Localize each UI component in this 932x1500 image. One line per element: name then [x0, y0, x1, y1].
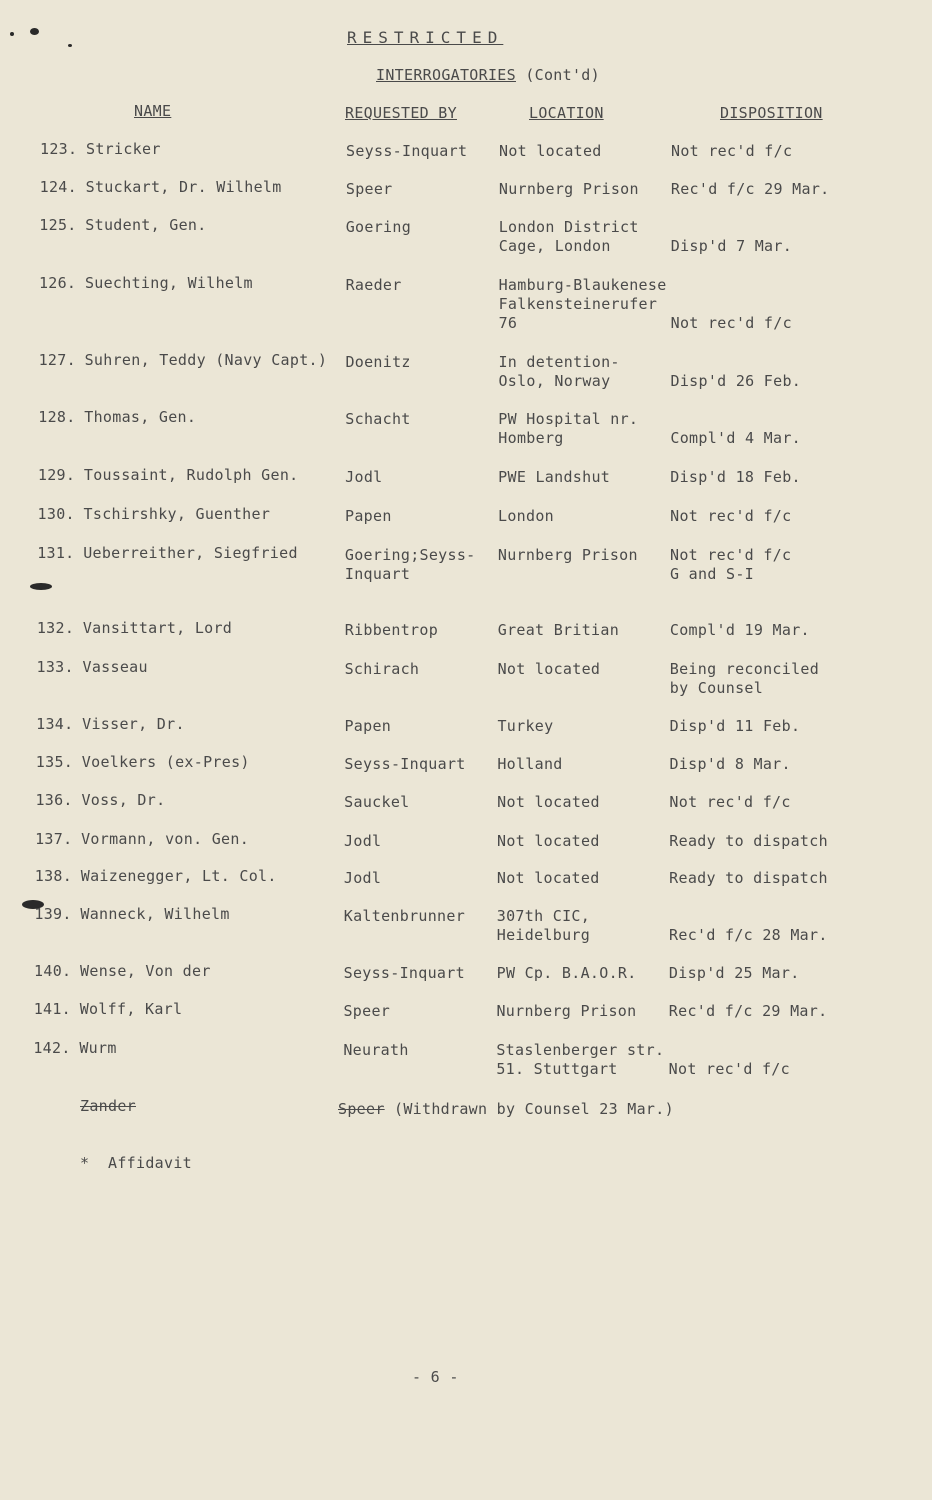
row-name: Voelkers (ex-Pres)	[81, 753, 250, 771]
row-location: Not located	[496, 869, 600, 887]
extra-row-name: Zander	[80, 1097, 136, 1115]
row-name: Vasseau	[82, 658, 148, 676]
row-location: Not located	[497, 660, 601, 678]
row-disposition: Rec'd f/c 29 Mar.	[668, 1002, 828, 1020]
row-location: Turkey	[497, 717, 554, 735]
row-number: 142.	[33, 1039, 71, 1057]
row-number: 140.	[34, 962, 72, 980]
row-location: PWE Landshut	[498, 468, 611, 486]
row-name: Vormann, von. Gen.	[81, 830, 250, 848]
row-requested-by: Speer	[345, 180, 393, 198]
row-disposition: Disp'd 11 Feb.	[669, 717, 801, 735]
row-requested-by: Speer	[343, 1002, 391, 1020]
column-header-name: NAME	[134, 102, 172, 120]
row-location: Nurnberg Prison	[498, 180, 639, 198]
row-location: Staslenberger str.	[496, 1041, 665, 1059]
row-location: Holland	[497, 755, 563, 773]
row-disposition: Disp'd 8 Mar.	[669, 755, 791, 773]
row-number: 131.	[37, 544, 75, 562]
row-number: 130.	[37, 505, 75, 523]
row-name: Stuckart, Dr. Wilhelm	[85, 178, 282, 196]
row-name: Wanneck, Wilhelm	[80, 905, 230, 923]
row-disposition: Ready to dispatch	[669, 869, 828, 887]
row-name: Wurm	[79, 1039, 117, 1057]
row-number: 132.	[36, 619, 75, 637]
row-location: Nurnberg Prison	[497, 546, 638, 564]
ink-mark	[30, 28, 39, 35]
row-number: 127.	[38, 351, 76, 369]
row-disposition: G and S-I	[670, 565, 754, 583]
row-name: Waizenegger, Lt. Col.	[80, 867, 277, 885]
row-disposition: Rec'd f/c 29 Mar.	[670, 180, 830, 198]
row-location: PW Cp. B.A.O.R.	[496, 964, 637, 982]
row-name: Stricker	[86, 140, 161, 158]
row-disposition: Rec'd f/c 28 Mar.	[669, 926, 828, 944]
row-disposition: Not rec'd f/c	[668, 1060, 790, 1078]
section-title-text: INTERROGATORIES	[376, 66, 516, 84]
row-number: 136.	[35, 791, 73, 809]
row-disposition: Not rec'd f/c	[669, 793, 791, 811]
row-location: Homberg	[498, 429, 564, 447]
extra-row-note: (Withdrawn by Counsel 23 Mar.)	[394, 1100, 674, 1118]
row-number: 138.	[34, 867, 73, 885]
footnote-text: Affidavit	[108, 1154, 192, 1172]
row-number: 129.	[37, 466, 76, 484]
row-requested-by: Schirach	[344, 660, 420, 678]
section-title-suffix: (Cont'd)	[525, 66, 600, 84]
row-disposition: Disp'd 26 Feb.	[670, 372, 802, 390]
ink-mark	[68, 44, 72, 47]
row-name: Ueberreither, Siegfried	[83, 544, 298, 562]
footnote	[80, 1154, 192, 1173]
row-disposition: Not rec'd f/c	[671, 142, 793, 160]
row-disposition: Not rec'd f/c	[670, 546, 792, 564]
classification-heading: RESTRICTED	[347, 28, 504, 47]
row-number: 134.	[36, 715, 74, 733]
row-number: 126.	[38, 274, 77, 292]
extra-row-requested-name: Speer	[338, 1100, 385, 1118]
row-requested-by: Seyss-Inquart	[344, 755, 466, 773]
row-name: Wolff, Karl	[79, 1000, 183, 1018]
section-title	[376, 66, 600, 85]
row-location: Cage, London	[498, 237, 611, 255]
row-location: Not located	[497, 832, 600, 850]
row-name: Wense, Von der	[80, 962, 211, 980]
row-name: Voss, Dr.	[81, 791, 166, 809]
row-requested-by: Papen	[345, 507, 392, 525]
row-requested-by: Kaltenbrunner	[343, 907, 466, 925]
page-number: - 6 -	[412, 1368, 459, 1386]
row-location: In detention-	[498, 353, 620, 371]
row-location: Great Britian	[497, 621, 620, 639]
row-location: London	[498, 507, 555, 525]
column-header-disposition: DISPOSITION	[720, 104, 823, 122]
row-disposition: Being reconciled	[669, 660, 820, 678]
row-requested-by: Doenitz	[345, 353, 411, 371]
row-number: 128.	[38, 408, 76, 426]
row-disposition: Compl'd 19 Mar.	[669, 621, 810, 639]
column-header-requested-by: REQUESTED BY	[345, 104, 457, 122]
row-number: 133.	[36, 658, 74, 676]
row-requested-by: Jodl	[344, 832, 382, 850]
row-requested-by: Neurath	[343, 1041, 409, 1059]
row-number: 139.	[34, 905, 72, 923]
row-number: 141.	[33, 1000, 72, 1018]
row-disposition: Not rec'd f/c	[670, 314, 792, 332]
row-disposition: by Counsel	[669, 679, 764, 697]
row-requested-by: Jodl	[345, 468, 383, 486]
row-requested-by: Schacht	[345, 410, 411, 428]
footnote-symbol: *	[80, 1154, 90, 1172]
row-location: 51. Stuttgart	[496, 1060, 618, 1078]
row-location: Heidelburg	[496, 926, 591, 944]
ink-mark	[30, 583, 52, 590]
row-name: Suechting, Wilhelm	[84, 274, 253, 292]
row-disposition: Disp'd 25 Mar.	[668, 964, 800, 982]
row-location: London District	[498, 218, 639, 236]
row-requested-by: Seyss-Inquart	[346, 142, 468, 160]
row-location: Nurnberg Prison	[496, 1002, 637, 1020]
row-requested-by: Goering	[345, 218, 412, 236]
row-number: 125.	[39, 216, 77, 234]
row-location: Not located	[499, 142, 602, 160]
row-number: 137.	[35, 830, 73, 848]
ink-mark	[10, 32, 14, 36]
extra-row-requested-by	[338, 1100, 674, 1119]
row-requested-by: Goering;Seyss-	[344, 546, 476, 564]
row-disposition: Not rec'd f/c	[670, 507, 792, 525]
row-name: Tschirshky, Guenther	[83, 505, 271, 523]
row-location: Not located	[497, 793, 600, 811]
row-requested-by: Sauckel	[344, 793, 410, 811]
row-requested-by: Raeder	[345, 276, 402, 294]
row-disposition: Compl'd 4 Mar.	[670, 429, 802, 447]
row-location: Falkensteinerufer	[498, 295, 658, 313]
row-disposition: Disp'd 7 Mar.	[670, 237, 793, 255]
row-requested-by: Inquart	[344, 565, 411, 583]
row-location: 307th CIC,	[496, 907, 591, 925]
row-disposition: Ready to dispatch	[669, 832, 828, 850]
row-name: Suhren, Teddy (Navy Capt.)	[84, 351, 328, 369]
row-disposition: Disp'd 18 Feb.	[670, 468, 801, 486]
row-requested-by: Seyss-Inquart	[343, 964, 465, 982]
column-header-location: LOCATION	[529, 104, 604, 122]
row-requested-by: Papen	[344, 717, 392, 735]
row-location: Oslo, Norway	[498, 372, 611, 390]
row-location: 76	[498, 314, 518, 332]
row-name: Toussaint, Rudolph Gen.	[83, 466, 299, 484]
row-location: PW Hospital nr.	[498, 410, 639, 428]
row-number: 135.	[35, 753, 74, 771]
row-location: Hamburg-Blaukenese	[498, 276, 667, 294]
row-number: 123.	[40, 140, 78, 158]
row-name: Vansittart, Lord	[82, 619, 233, 637]
row-name: Visser, Dr.	[82, 715, 185, 733]
row-requested-by: Jodl	[343, 869, 382, 887]
row-number: 124.	[39, 178, 77, 196]
row-name: Thomas, Gen.	[84, 408, 197, 426]
row-requested-by: Ribbentrop	[344, 621, 439, 639]
row-name: Student, Gen.	[85, 216, 207, 234]
